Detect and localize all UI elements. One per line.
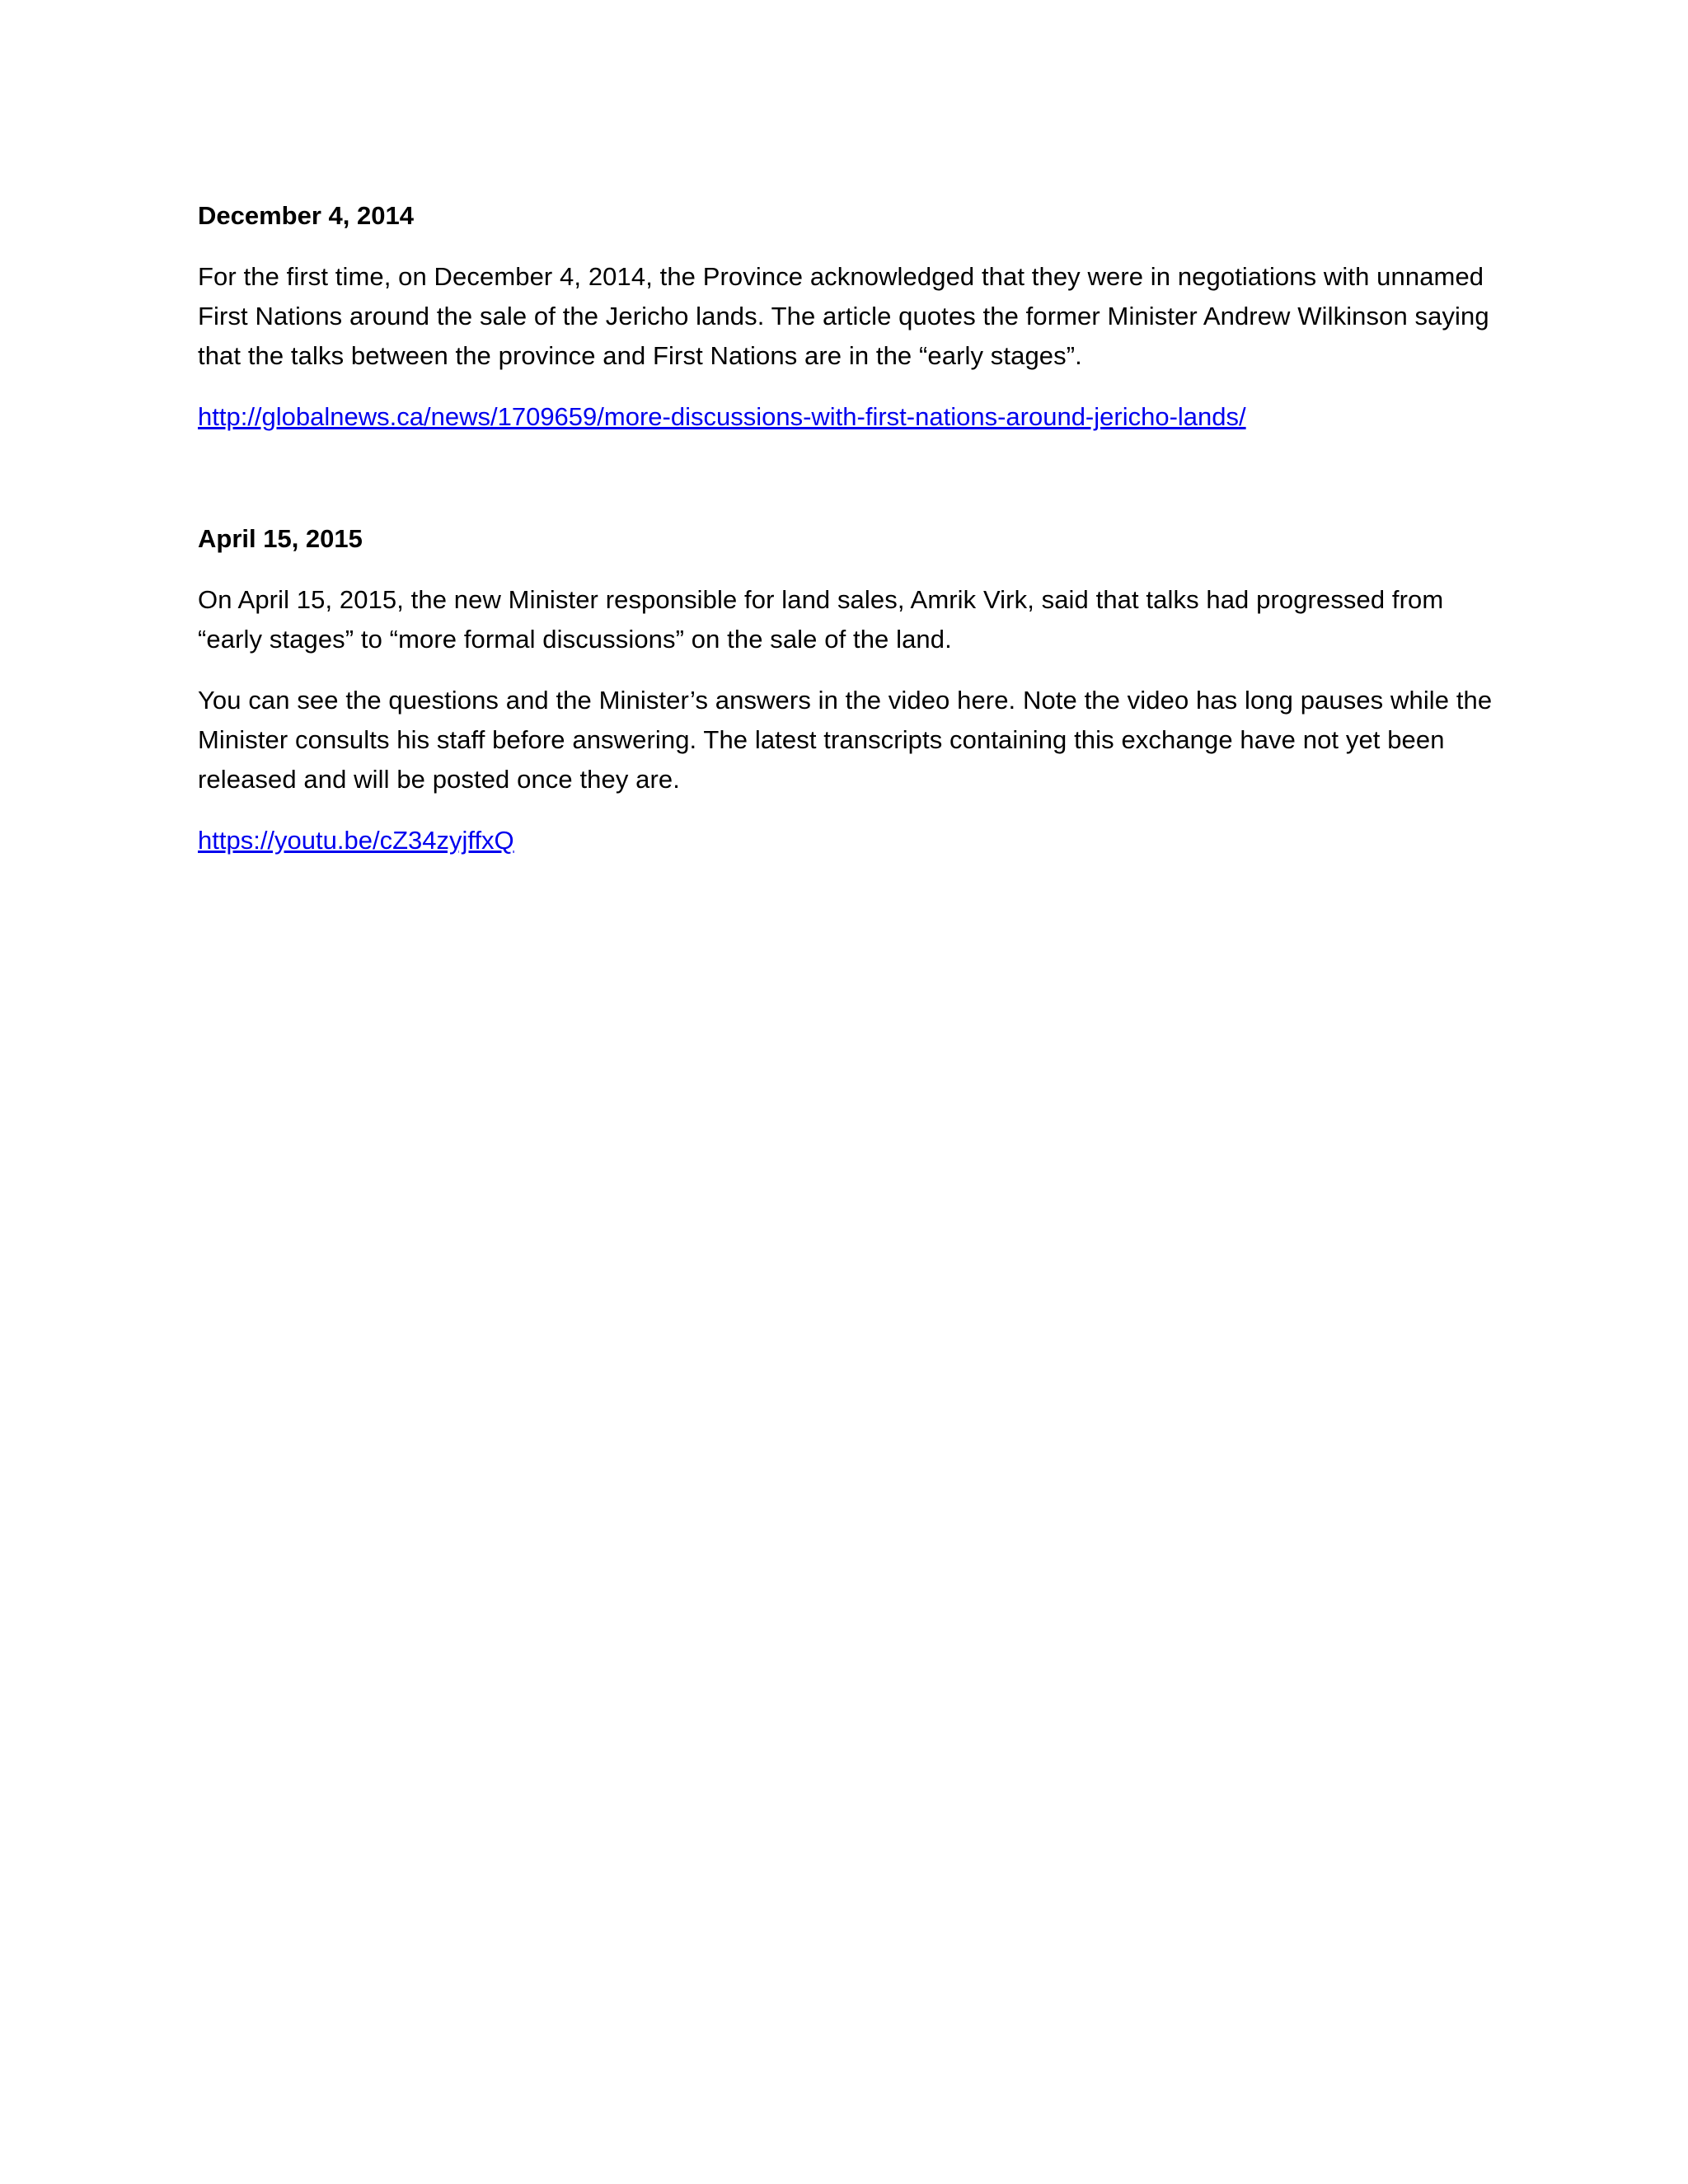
link-container <box>198 821 1500 882</box>
section-april-2015 <box>198 519 1500 882</box>
section-paragraph: For the first time, on December 4, 2014, the Province acknowledged that they were in negotiations with unnamed First Nations around the sale of the Jericho lands. The article quotes the former Minister Andrew Wilkinson saying that the talks between the province and First Nations are in the “early stages”. <box>198 262 1489 370</box>
section-spacer <box>198 458 1500 519</box>
section-paragraph: You can see the questions and the Minister’s answers in the video here. Note the video has long pauses while the Minister consults his staff before answering. The latest transcripts containing this exchange have not yet been released and will be posted once they are. <box>198 686 1493 794</box>
youtube-video-link[interactable]: https://youtu.be/cZ34zyjffxQ <box>198 826 514 855</box>
link-container <box>198 397 1500 458</box>
section-date-heading: December 4, 2014 <box>198 201 414 230</box>
section-december-2014 <box>198 196 1500 458</box>
document-page <box>198 196 1500 882</box>
section-paragraph: On April 15, 2015, the new Minister responsible for land sales, Amrik Virk, said that talks had progressed from “early stages” to “more formal discussions” on the sale of the land. <box>198 585 1444 654</box>
globalnews-article-link[interactable]: http://globalnews.ca/news/1709659/more-discussions-with-first-nations-around-jericho-lands/ <box>198 402 1246 431</box>
section-date-heading: April 15, 2015 <box>198 524 363 553</box>
